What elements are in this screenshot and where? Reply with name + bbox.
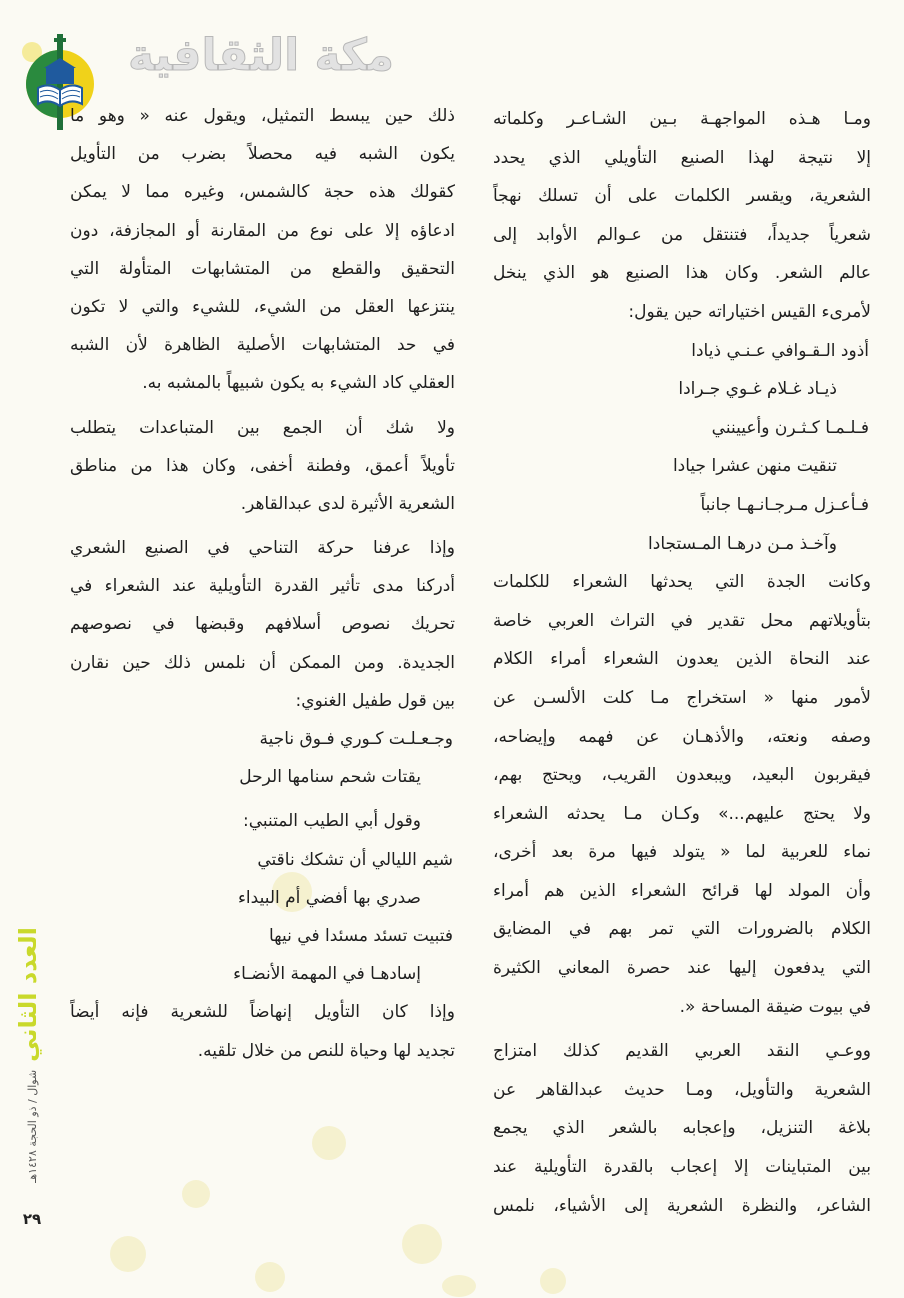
issue-side-strip <box>8 927 48 1183</box>
verse-line: ذيـاد غـلام غـوي جـرادا <box>678 379 837 400</box>
decor-dot <box>312 1126 346 1160</box>
text-line: وإذا كان التأويل إنهاضاً للشعرية فإنه أيضاً <box>70 1002 455 1023</box>
text-line: الجديدة. ومن الممكن أن نلمس ذلك حين نقارن <box>70 652 455 673</box>
issue-label: العدد الثاني <box>13 927 42 1062</box>
decor-dot <box>402 1224 442 1264</box>
text-line: وكانت الجدة التي يحدثها الشعراء للكلمات <box>493 572 871 593</box>
verse-line: فـأعـزل مـرجـانـهـا جانباً <box>700 494 869 515</box>
text-line: أدركنا مدى تأثير القدرة التأويلية عند الشعراء في <box>70 576 455 597</box>
text-line: ولا يحتج عليهم...» وكـان مـا يحدثه الشعراء <box>493 803 871 824</box>
decor-dot <box>182 1180 210 1208</box>
text-line: نماء للعربية لما « يتولد فيها مرة بعد أخرى، <box>493 842 871 863</box>
text-line: وصفه ونعته، والأذهـان عن فهمه وإيضاحه، <box>493 726 871 747</box>
text-line: ينتزعها العقل من الشيء، للشيء والتي لا تكون <box>70 296 455 317</box>
text-line: لأمرىء القيس اختياراته حين يقول: <box>628 301 871 322</box>
text-line: يكون الشبه فيه محصلاً بضرب من التأويل <box>70 144 455 165</box>
verse-line: أذود الـقـوافي عـنـي ذيادا <box>691 340 869 361</box>
text-line: فيقربون البعيد، ويبعدون القريب، ويحتج بهم، <box>493 765 871 786</box>
text-line: ومـا هـذه المواجهـة بـين الشـاعـر وكلماته <box>493 109 871 129</box>
text-line: الكلام بالضرورات التي تمر بهم في المضايق <box>493 919 871 940</box>
text-line: تحريك نصوص أسلافهم وقبضها في نصوصهم <box>70 614 455 635</box>
text-line: إلا نتيجة لهذا الصنيع التأويلي الذي يحدد <box>493 147 871 168</box>
verse-line: فتبيت تسئد مسئدا في نيها <box>269 925 453 946</box>
verse-line: صدري بها أفضي أم البيداء <box>237 887 421 908</box>
verse-line: شيم الليالي أن تشكك ناقتي <box>257 849 453 870</box>
text-line: تأويلاً أعمق، وفطنة أخفى، وكان هذا من مناطق <box>70 455 455 476</box>
text-line: ولا شك أن الجمع بين المتباعدات يتطلب <box>70 417 455 438</box>
text-line: ووعـي النقد العربي القديم كذلك امتزاج <box>493 1041 871 1062</box>
text-line: بين قول طفيل الغنوي: <box>295 690 455 711</box>
issue-date: شوال / ذو الحجة ١٤٢٨هـ <box>25 1069 39 1183</box>
text-line: وقول أبي الطيب المتنبي: <box>243 811 421 832</box>
text-line: وأن المولد لها قرائح الشعراء الذين هم أمراء <box>493 880 871 901</box>
text-line: التحقيق والقطع من المتشابهات المتأولة التي <box>70 258 455 279</box>
article-column-right <box>493 100 871 1225</box>
magazine-title: مكة الثقافية <box>128 30 395 81</box>
page-number: ٢٩ <box>22 1210 42 1228</box>
text-line: شعرياً جديداً، فتنتقل من عـوالم الأوابد إلى <box>493 224 871 245</box>
verse-line: يقتات شحم سنامها الرحل <box>239 767 421 788</box>
text-line: في بيوت ضيقة المساحة «. <box>679 996 871 1017</box>
text-line: تجديد لها وحياة للنص من خلال تلقيه. <box>197 1040 455 1061</box>
decor-dot <box>110 1236 146 1272</box>
text-line: كقولك هذه حجة كالشمس، وغيره مما لا يمكن <box>70 182 455 203</box>
verse-line: إسادهـا في المهمة الأنضـاء <box>233 964 421 985</box>
text-line: التي يدفعون إليها عند حصرة المعاني الكثيرة <box>493 958 871 979</box>
text-line: بين المتباينات إلا إعجاب بالقدرة التأويلية عند <box>493 1157 871 1178</box>
text-line: بلاغة التنزيل، وإعجابه بالشعر الذي يجمع <box>493 1118 871 1139</box>
verse-line: تنقيت منهن عشرا جيادا <box>672 456 837 477</box>
decor-dot <box>255 1262 285 1292</box>
text-line: الشاعر، والنظرة الشعرية إلى الأشياء، نلمس <box>493 1195 871 1216</box>
text-line: الشعرية، ويقسر الكلمات على أن تسلك نهجاً <box>493 186 871 207</box>
text-line: الشعرية الأثيرة لدى عبدالقاهر. <box>240 493 455 514</box>
text-line: وإذا عرفنا حركة التناحي في الصنيع الشعري <box>70 538 455 559</box>
text-line: ادعاؤه إلا على نوع من المقارنة أو المجازفة، دون <box>70 220 455 241</box>
text-line: لأمور منها « استخراج مـا كلت الألسـن عن <box>493 687 871 708</box>
text-line: بتأويلاتهم محل تقدير في التراث العربي خاصة <box>493 610 871 631</box>
text-line: ذلك حين يبسط التمثيل، ويقول عنه « وهو ما <box>70 106 455 126</box>
decor-dot <box>540 1268 566 1294</box>
decor-dot <box>442 1275 476 1297</box>
text-line: عند النحاة الذين يعدون الشعراء أمراء الكلام <box>493 649 871 670</box>
verse-line: وآخـذ مـن درهـا المـستجادا <box>648 533 837 554</box>
verse-line: فـلـمـا كـثـرن وأعيينني <box>711 417 869 438</box>
text-line: العقلي كاد الشيء به يكون شبيهاً بالمشبه به. <box>142 373 455 394</box>
article-column-left <box>70 97 455 1070</box>
verse-line: وجـعـلـت كـوري فـوق ناجية <box>259 729 453 749</box>
text-line: الشعرية والتأويل، ومـا حديث عبدالقاهر عن <box>493 1079 871 1100</box>
text-line: في حد المتشابهات الأصلية الظاهرة لأن الشبه <box>70 335 455 356</box>
text-line: عالم الشعر. وكان هذا الصنيع هو الذي ينخل <box>493 263 871 284</box>
